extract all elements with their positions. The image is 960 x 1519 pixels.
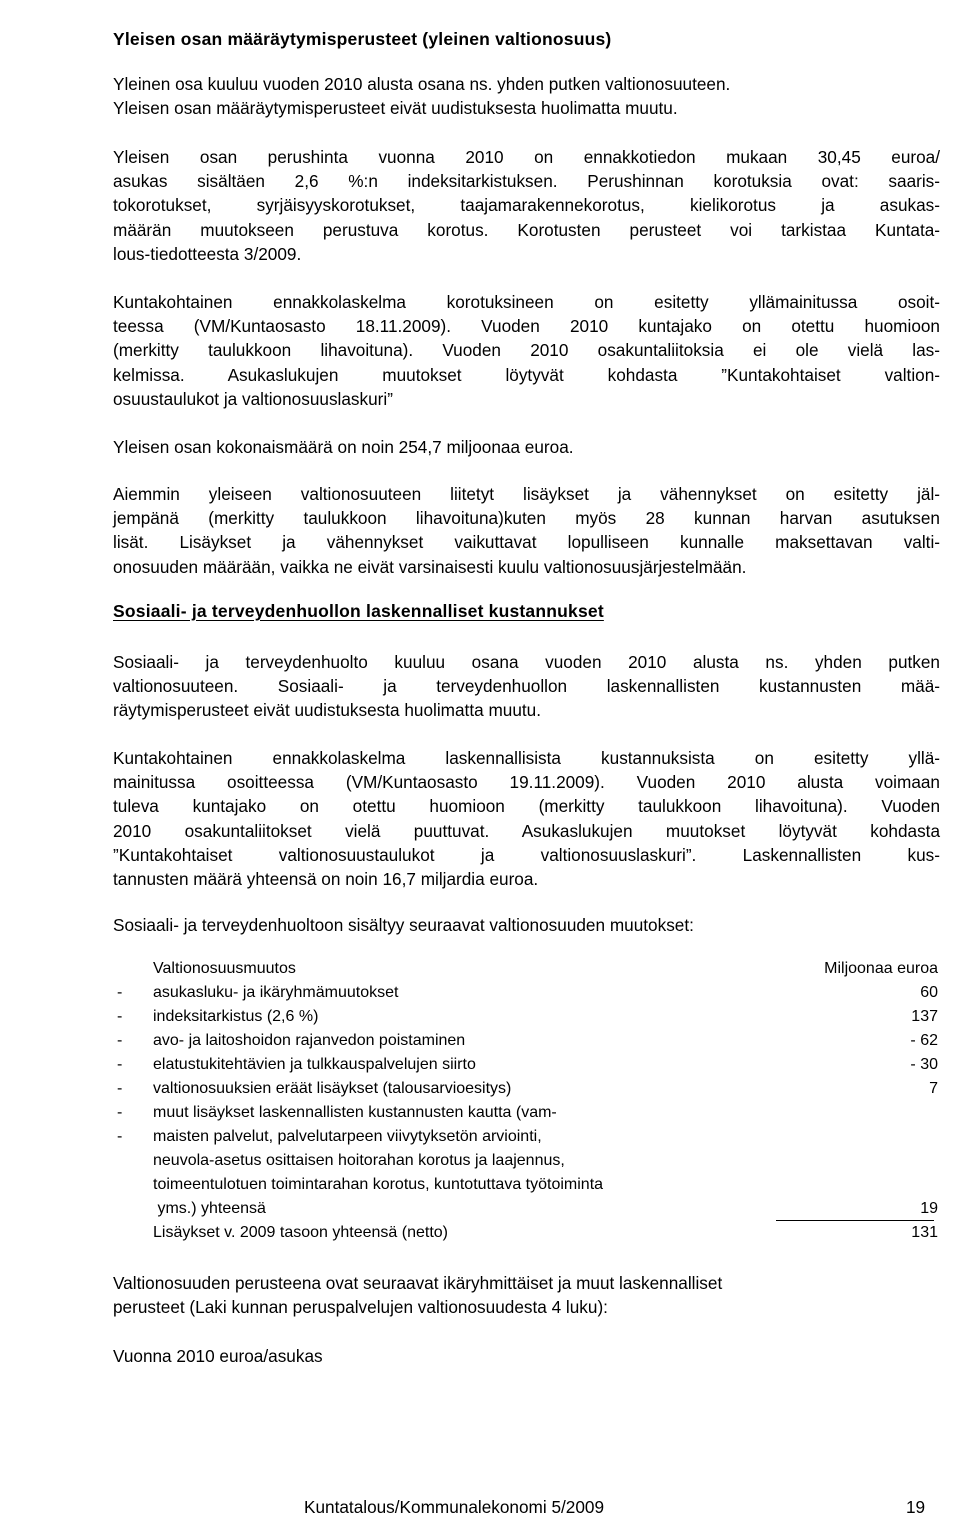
paragraph-changes-intro: [113, 913, 940, 937]
table-row-label: maisten palvelut, palvelutarpeen viivytyksetön arviointi,: [153, 1128, 542, 1145]
paragraph-age-group-criteria: [113, 1271, 940, 1319]
table-row-label: yms.) yhteensä: [153, 1200, 266, 1217]
text-line: 2010 osakuntaliitokset vielä puuttuvat. Asukaslukujen muutokset löytyvät kohdasta: [113, 820, 940, 841]
table-row-label: muut lisäykset laskennallisten kustannusten kautta (vam-: [153, 1104, 557, 1121]
paragraph-total-amount: [113, 435, 940, 459]
table-total-label: Lisäykset v. 2009 tasoon yhteensä (netto): [153, 1224, 448, 1241]
table-row: [113, 1176, 938, 1200]
bullet-dash: -: [117, 1080, 123, 1097]
table-total-value: 131: [911, 1224, 938, 1241]
table-row-value: - 62: [910, 1032, 938, 1049]
text-line: teessa (VM/Kuntaosasto 18.11.2009). Vuoden 2010 kuntajako on otettu huomioon: [113, 316, 940, 337]
table-row-label: indeksitarkistus (2,6 %): [153, 1008, 319, 1025]
paragraph-base-price: [113, 145, 940, 266]
text-line: (merkitty taulukkoon lihavoituna). Vuoden 2010 osakuntaliitoksia ei ole vielä las-: [113, 340, 940, 361]
paragraph-municipal-calculation: [113, 290, 940, 411]
table-row: [113, 1104, 938, 1128]
text-line: osuustaulukot ja valtionosuuslaskuri”: [113, 388, 393, 409]
table-row-label: toimeentulotuen toimintarahan korotus, kuntotuttava työtoiminta: [153, 1176, 604, 1193]
text-line: Vuonna 2010 euroa/asukas: [113, 1346, 323, 1366]
table-row-label: valtionosuuksien eräät lisäykset (talousarvioesitys): [153, 1080, 512, 1097]
table-row-label: neuvola-asetus osittaisen hoitorahan korotus ja laajennus,: [153, 1152, 565, 1169]
table-row-value: 7: [929, 1080, 938, 1097]
table-row: [113, 1008, 938, 1032]
bullet-dash: -: [117, 1032, 123, 1049]
text-line: tuleva kuntajako on otettu huomioon (merkitty taulukkoon lihavoituna). Vuoden: [113, 796, 940, 817]
text-line: Yleisen osan kokonaismäärä on noin 254,7 miljoonaa euroa.: [113, 437, 574, 457]
table-header-label: Valtionosuusmuutos: [153, 960, 296, 977]
text-line: Yleisen osan perushinta vuonna 2010 on ennakkotiedon mukaan 30,45 euroa/: [113, 147, 940, 167]
table-row: [113, 1056, 938, 1080]
paragraph-general-part-intro: [113, 72, 940, 120]
paragraph-additions-deductions: [113, 482, 940, 579]
table-header-value: Miljoonaa euroa: [824, 960, 938, 977]
text-line: valtionosuuteen. Sosiaali- ja terveydenhuollon laskennallisten kustannusten mää-: [113, 676, 940, 697]
text-line: räytymisperusteet eivät uudistuksesta huolimatta muutu.: [113, 700, 541, 721]
bullet-dash: -: [117, 1056, 123, 1073]
table-row: [113, 1080, 938, 1104]
table-row: [113, 1128, 938, 1152]
footer-page-number: 19: [906, 1497, 926, 1517]
text-line: asukas sisältäen 2,6 %:n indeksitarkistuksen. Perushinnan korotuksia ovat: saaris-: [113, 171, 940, 192]
text-line: tannusten määrä yhteensä on noin 16,7 miljardia euroa.: [113, 869, 539, 890]
table-row: [113, 1152, 938, 1176]
text-line: kelmissa. Asukaslukujen muutokset löytyvät kohdasta ”Kuntakohtaiset valtion-: [113, 364, 940, 385]
paragraph-euros-per-resident: [113, 1344, 940, 1368]
bullet-dash: -: [117, 1008, 123, 1025]
table-row: [113, 1032, 938, 1056]
table-row-value: 19: [920, 1200, 938, 1217]
paragraph-social-health-intro: [113, 650, 940, 723]
bullet-dash: -: [117, 1104, 123, 1121]
table-row-label: asukasluku- ja ikäryhmämuutokset: [153, 984, 399, 1001]
table-row-label: elatustukitehtävien ja tulkkauspalvelujen siirto: [153, 1056, 476, 1073]
sum-underline: [776, 1220, 934, 1221]
text-line: Yleisen osan määräytymisperusteet eivät uudistuksesta huolimatta muutu.: [113, 98, 678, 119]
text-line: mainitussa osoitteessa (VM/Kuntaosasto 19.11.2009). Vuoden 2010 alusta voimaan: [113, 772, 940, 793]
bullet-dash: -: [117, 1128, 123, 1145]
table-row-value: 137: [911, 1008, 938, 1025]
table-total-row: [113, 1224, 938, 1248]
text-line: Aiemmin yleiseen valtionosuuteen liitetyt lisäykset ja vähennykset on esitetty jäl-: [113, 484, 940, 504]
paragraph-calculated-costs: [113, 746, 940, 891]
table-row: [113, 984, 938, 1008]
table-row-label: avo- ja laitoshoidon rajanvedon poistaminen: [153, 1032, 466, 1049]
footer-publication: Kuntatalous/Kommunalekonomi 5/2009: [304, 1497, 605, 1517]
text-line: onosuuden määrään, vaikka ne eivät varsinaisesti kuulu valtionosuusjärjestelmään.: [113, 556, 747, 577]
text-line: Kuntakohtainen ennakkolaskelma korotuksineen on esitetty yllämainitussa osoit-: [113, 292, 940, 312]
bullet-dash: -: [117, 984, 123, 1001]
section-heading-general-part: Yleisen osan määräytymisperusteet (yleinen valtionosuus): [113, 29, 612, 49]
text-line: lisät. Lisäykset ja vähennykset vaikuttavat lopulliseen kunnalle maksettavan valti-: [113, 532, 940, 553]
text-line: ”Kuntakohtaiset valtionosuustaulukot ja valtionosuuslaskuri”. Laskennallisten kus-: [113, 844, 940, 865]
text-line: tokorotukset, syrjäisyyskorotukset, taajamarakennekorotus, kielikorotus ja asukas-: [113, 195, 940, 216]
text-line: lous-tiedotteesta 3/2009.: [113, 243, 302, 264]
text-line: Yleinen osa kuuluu vuoden 2010 alusta osana ns. yhden putken valtionosuuteen.: [113, 74, 731, 94]
text-line: määrän muutokseen perustuva korotus. Korotusten perusteet voi tarkistaa Kuntata-: [113, 219, 940, 240]
text-line: Kuntakohtainen ennakkolaskelma laskennallisista kustannuksista on esitetty yllä-: [113, 748, 940, 768]
text-line: perusteet (Laki kunnan peruspalvelujen valtionosuudesta 4 luku):: [113, 1297, 608, 1318]
table-header-row: [113, 960, 938, 984]
text-line: Sosiaali- ja terveydenhuoltoon sisältyy seuraavat valtionosuuden muutokset:: [113, 915, 694, 935]
text-line: jempänä (merkitty taulukkoon lihavoituna)kuten myös 28 kunnan harvan asutuksen: [113, 508, 940, 529]
section-heading-social-health: Sosiaali- ja terveydenhuollon laskennalliset kustannukset: [113, 601, 604, 621]
text-line: Sosiaali- ja terveydenhuolto kuuluu osana vuoden 2010 alusta ns. yhden putken: [113, 652, 940, 672]
text-line: Valtionosuuden perusteena ovat seuraavat ikäryhmittäiset ja muut laskennalliset: [113, 1273, 723, 1293]
table-row-value: 60: [920, 984, 938, 1001]
table-row-value: - 30: [910, 1056, 938, 1073]
